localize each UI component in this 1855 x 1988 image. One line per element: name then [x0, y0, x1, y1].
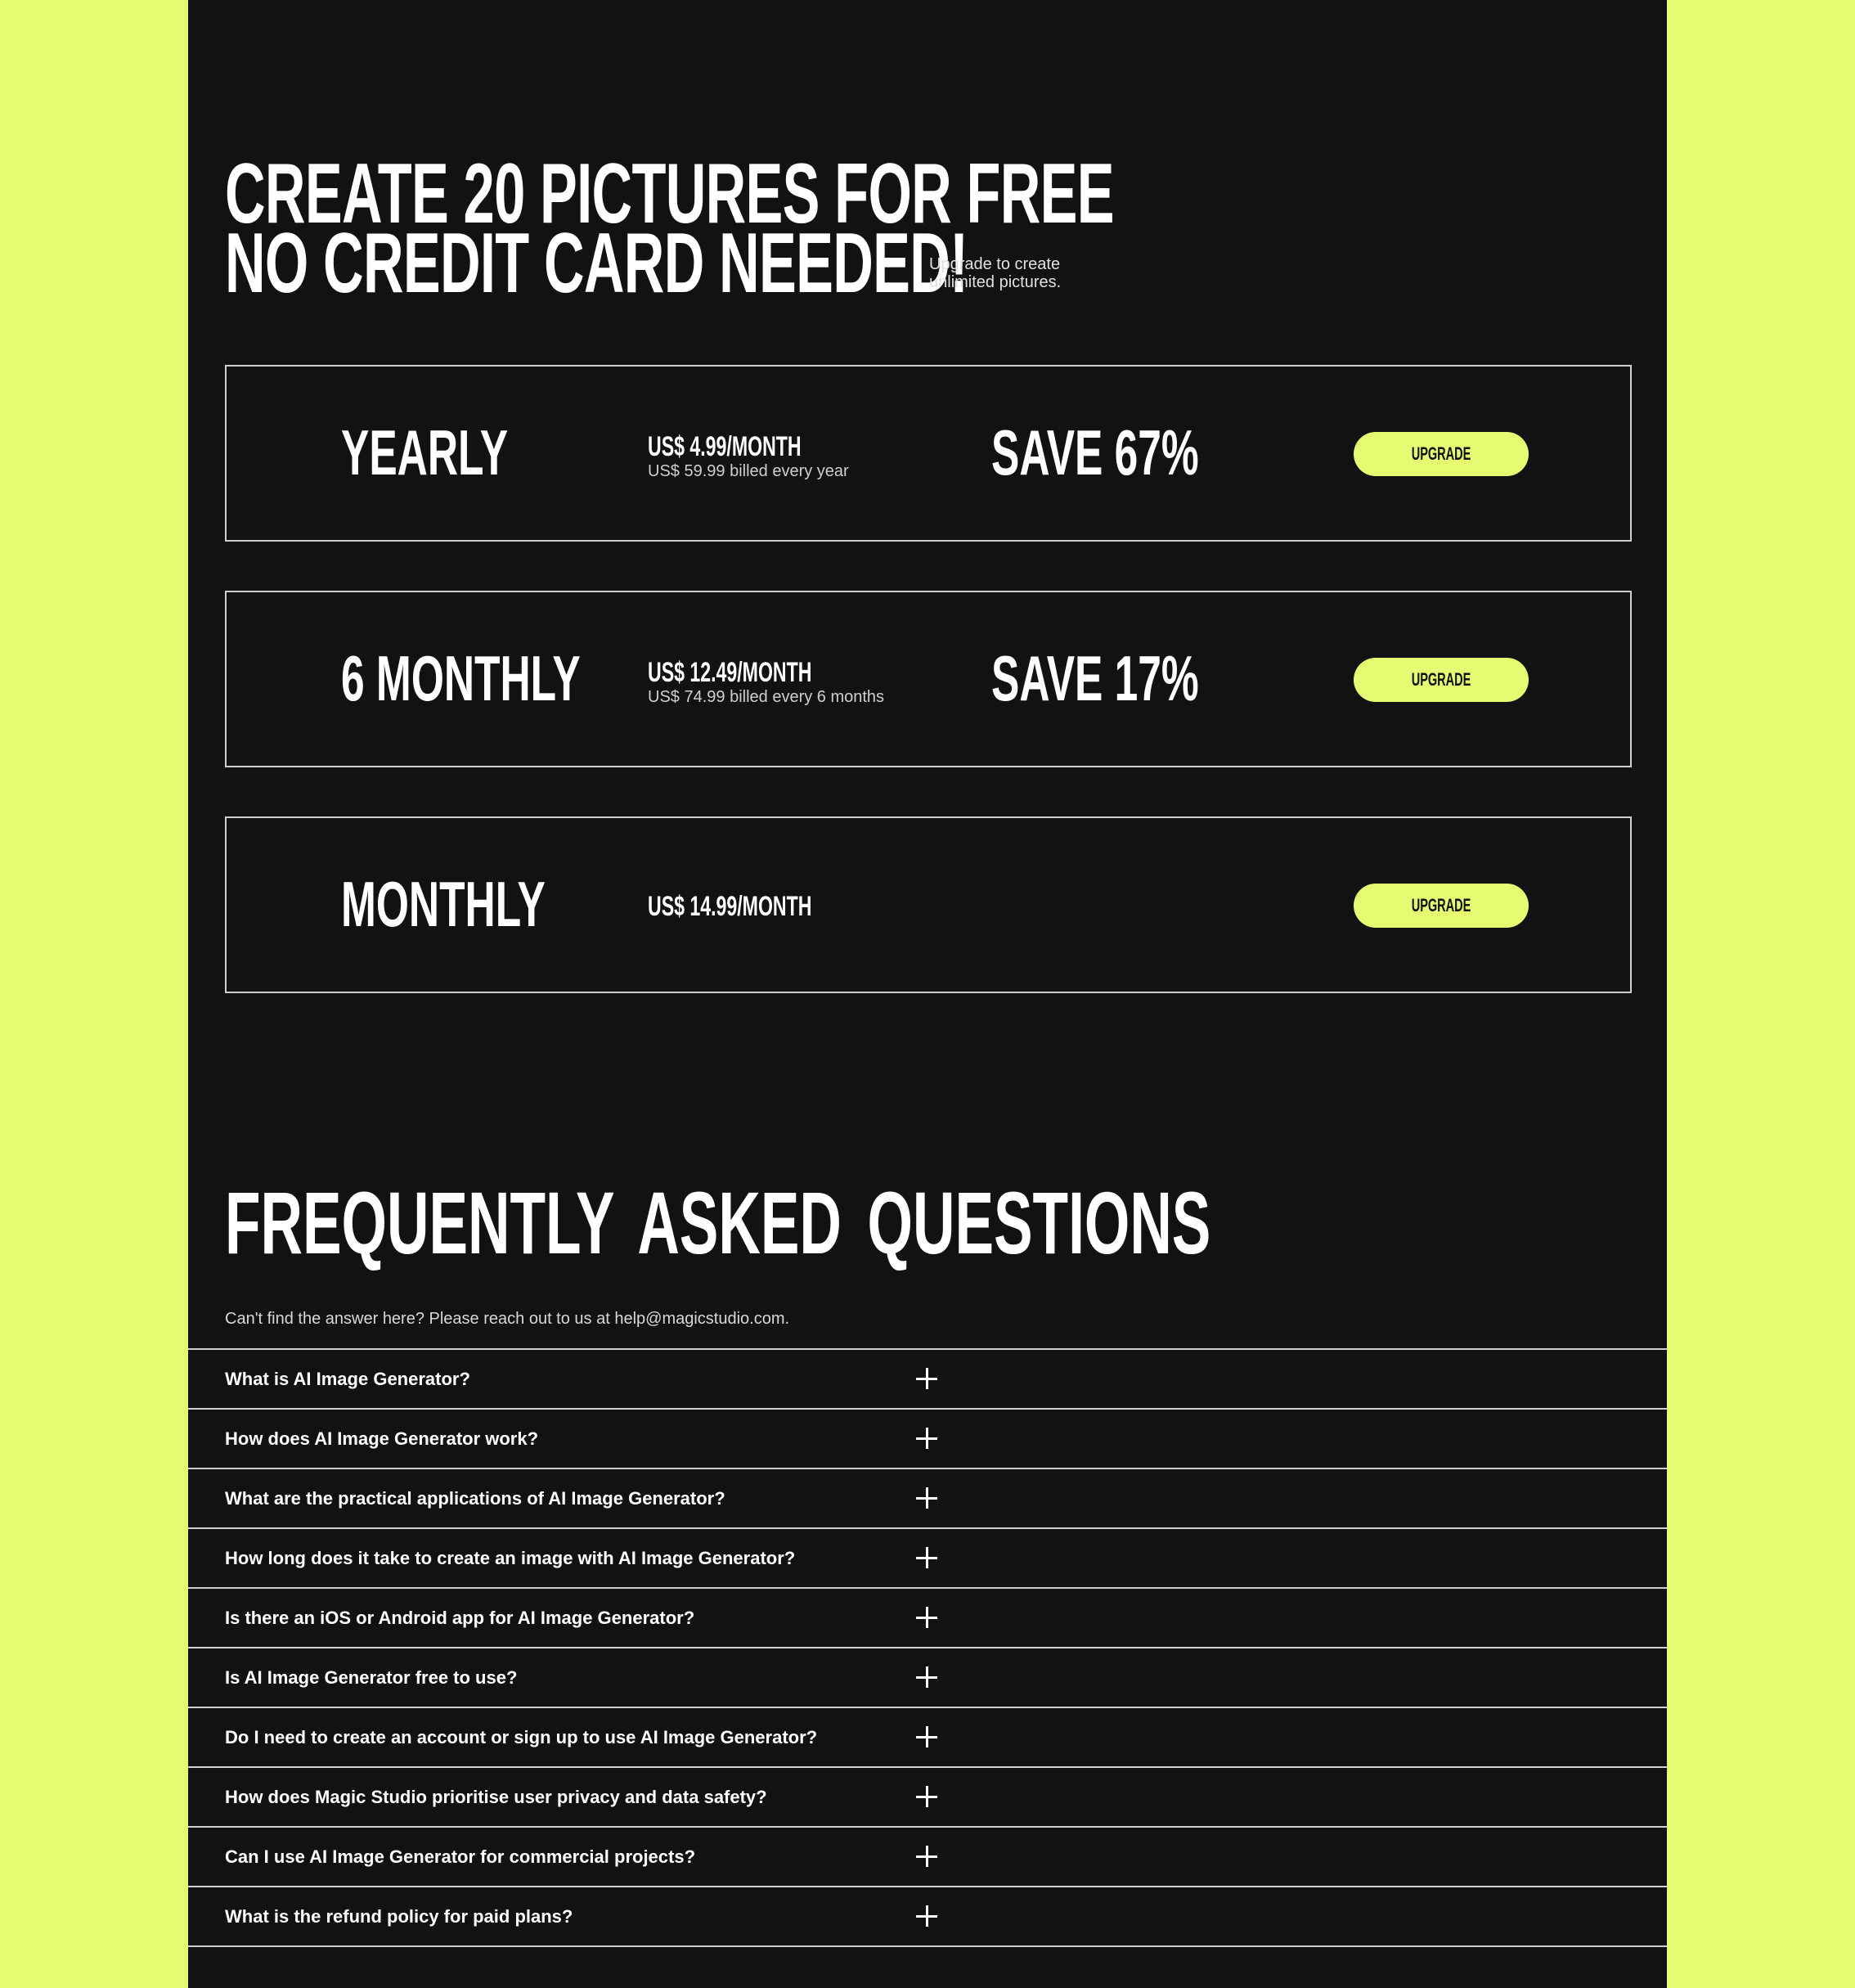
- faq-item[interactable]: [188, 1887, 1667, 1947]
- plus-icon[interactable]: [916, 1726, 937, 1747]
- hero-title-line-2: NO CREDIT CARD NEEDED!: [225, 216, 968, 311]
- upgrade-button-monthly[interactable]: [1354, 884, 1529, 928]
- plus-icon[interactable]: [916, 1547, 937, 1568]
- faq-item[interactable]: [188, 1469, 1667, 1529]
- faq-question: How does AI Image Generator work?: [225, 1428, 539, 1449]
- faq-item[interactable]: [188, 1410, 1667, 1469]
- hero-title-line-1: CREATE 20 PICTURES FOR FREE: [225, 146, 1114, 241]
- upgrade-button-label: UPGRADE: [1411, 895, 1471, 915]
- plan-price: US$ 4.99/MONTH: [648, 431, 802, 462]
- faq-question: Can I use AI Image Generator for commercial projects?: [225, 1846, 696, 1867]
- plus-icon[interactable]: [916, 1846, 937, 1867]
- plus-icon[interactable]: [916, 1368, 937, 1389]
- faq-help-text: Can't find the answer here? Please reach out to us at help@magicstudio.com.: [225, 1310, 790, 1328]
- faq-question: Is there an iOS or Android app for AI Image Generator?: [225, 1607, 695, 1628]
- faq-item[interactable]: [188, 1768, 1667, 1828]
- plan-name: YEARLY: [341, 416, 509, 488]
- faq-question: Do I need to create an account or sign up to use AI Image Generator?: [225, 1726, 818, 1747]
- faq-list: [188, 1348, 1667, 1947]
- faq-question: Is AI Image Generator free to use?: [225, 1666, 518, 1688]
- faq-item[interactable]: [188, 1708, 1667, 1768]
- plus-icon[interactable]: [916, 1666, 937, 1688]
- faq-item[interactable]: [188, 1648, 1667, 1708]
- faq-question: What is AI Image Generator?: [225, 1368, 470, 1389]
- faq-question: What are the practical applications of AI Image Generator?: [225, 1487, 725, 1509]
- faq-item[interactable]: [188, 1350, 1667, 1410]
- plan-name: 6 MONTHLY: [341, 642, 581, 714]
- upgrade-button-yearly[interactable]: [1354, 432, 1529, 476]
- faq-question: How does Magic Studio prioritise user privacy and data safety?: [225, 1786, 767, 1807]
- faq-item[interactable]: [188, 1589, 1667, 1648]
- plus-icon[interactable]: [916, 1428, 937, 1449]
- plan-name: MONTHLY: [341, 868, 546, 940]
- plan-card-monthly: [225, 816, 1632, 993]
- faq-title: FREQUENTLY ASKED QUESTIONS: [225, 1173, 1211, 1272]
- plus-icon[interactable]: [916, 1607, 937, 1628]
- plan-card-6-monthly: [225, 591, 1632, 767]
- hero-subtext: Upgrade to create unlimited pictures.: [929, 255, 1062, 291]
- plan-card-yearly: [225, 365, 1632, 542]
- faq-item[interactable]: [188, 1828, 1667, 1887]
- upgrade-button-label: UPGRADE: [1411, 443, 1471, 464]
- plan-billing: US$ 74.99 billed every 6 months: [648, 688, 885, 706]
- faq-question: How long does it take to create an image with AI Image Generator?: [225, 1547, 796, 1568]
- plus-icon[interactable]: [916, 1905, 937, 1927]
- plus-icon[interactable]: [916, 1786, 937, 1807]
- faq-item[interactable]: [188, 1529, 1667, 1589]
- plan-price: US$ 14.99/MONTH: [648, 891, 812, 922]
- plus-icon[interactable]: [916, 1487, 937, 1509]
- plan-savings: SAVE 67%: [991, 416, 1199, 488]
- plan-price: US$ 12.49/MONTH: [648, 657, 812, 688]
- pricing-panel: [188, 0, 1667, 1988]
- faq-question: What is the refund policy for paid plans?: [225, 1905, 573, 1927]
- upgrade-button-label: UPGRADE: [1411, 669, 1471, 690]
- plan-savings: SAVE 17%: [991, 642, 1199, 714]
- plan-billing: US$ 59.99 billed every year: [648, 462, 849, 480]
- upgrade-button-6-monthly[interactable]: [1354, 658, 1529, 702]
